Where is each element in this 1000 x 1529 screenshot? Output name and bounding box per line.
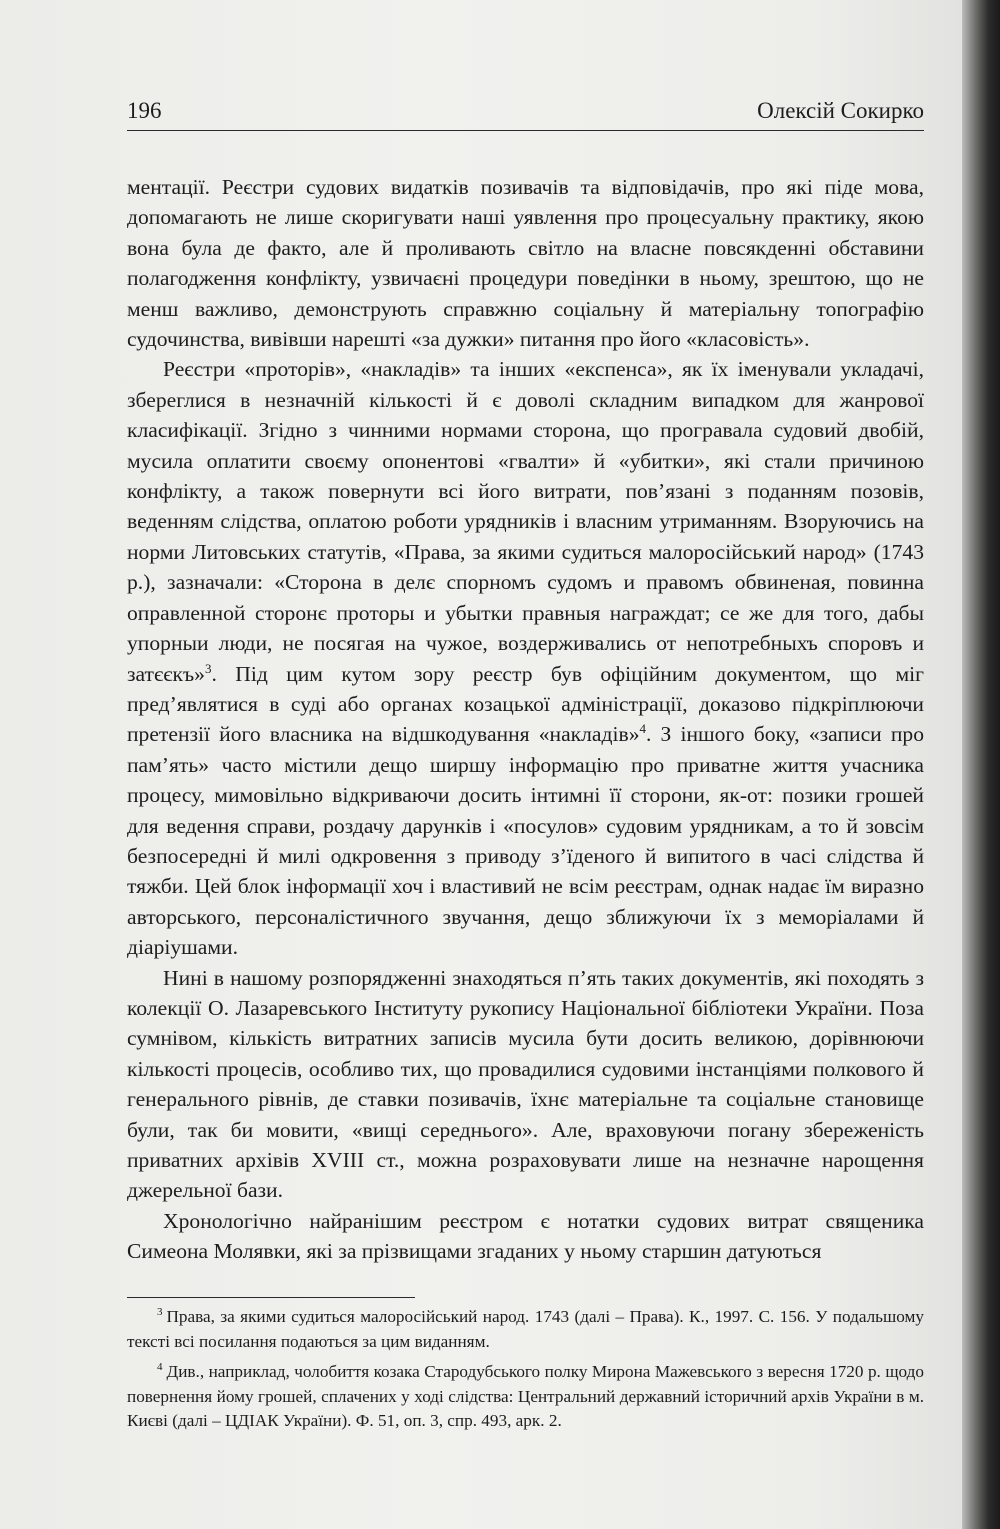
page-number: 196 [127, 98, 162, 123]
paragraph-4: Хронологічно найранішим реєстром є нотатки судових витрат священика Симеона Молявки, які за прізвищами згаданих у ньому старшин датуються [127, 1208, 924, 1264]
footnote-ref-4: 4 [639, 721, 646, 737]
footnote-4-number: 4 [157, 1361, 163, 1374]
book-spine-shadow [962, 0, 1000, 1529]
footnotes [127, 1305, 924, 1440]
footnote-3 [127, 1305, 924, 1354]
paragraph-2-part-b: . Під цим кутом зору реєстр був офіційним документом, що міг пред’являтися в суді або органах козацької адміністрації, доказово підкріплюючи претензії його власника на відшкодування «накладів» [127, 661, 924, 747]
footnote-ref-3: 3 [204, 660, 212, 676]
paragraph-1: ментації. Реєстри судових видатків позивачів та відповідачів, про які піде мова, допомагають не лише скоригувати наші уявлення про процесуальну практику, якою вона була де факто, але й проливають світло на власне повсякденні обставини полагодження конфлікту, узвичаєні процедури поведінки в ньому, зрештою, що не менш важливо, демонструють справжню соціальну й матеріальну топографію судочинства, вивівши нарешті «за дужки» питання про його «класовість». [127, 175, 924, 352]
paragraph-2-part-a: Реєстри «проторів», «накладів» та інших «експенса», як їх іменували укладачі, збереглися в незначній кількості й є доволі складним випадком для жанрової класифікації. Згідно з чинними нормами сторона, що програвала судовий двобій, мусила оплатити своєму опонентові «гвалти» й «убитки», які стали причиною конфлікту, а також повернути всі його витрати, пов’язані з поданням позовів, веденням слідства, оплатою роботи урядників і власним утриманням. Взоруючись на норми Литовських статутів, «Права, за якими судиться малоросійський народ» (1743 р.), зазначали: «Сторона в делє спорномъ судомъ и правомъ обвиненая, повинна оправленной сторонє проторы и убытки правныя награждат; се же для того, дабы упорныи люди, не посягая на чужое, воздерживались от непотребныхъ споровъ и затєєкъ» [127, 357, 924, 686]
paragraph-3: Нині в нашому розпорядженні знаходяться п’ять таких документів, які походять з колекції О. Лазаревського Інституту рукопису Національної бібліотеки України. Поза сумнівом, кількість витратних записів мусила бути досить великою, дорівнюючи кількості процесів, особливо тих, що провадилися судовими інстанціями полкового й генерального рівнів, де ставки позивачів, їхнє матеріальне та соціальне становище були, так би мовити, «вищі середнього». Але, враховуючи погану збереженість приватних архівів XVIII ст., можна розраховувати лише на незначне нарощення джерельної бази. [127, 965, 924, 1203]
footnote-4 [127, 1360, 924, 1434]
footnote-separator [127, 1297, 415, 1298]
main-text [127, 172, 924, 1267]
paragraph-2 [127, 354, 924, 962]
footnote-4-text: Див., наприклад, чолобиття козака Стародубського полку Мирона Мажевського з вересня 1720 р. щодо повернення йому грошей, сплачених у ході слідства: Центральний державний історичний архів України в м. Києві (далі – ЦДІАК України). Ф. 51, оп. 3, спр. 493, арк. 2. [127, 1362, 924, 1430]
running-head-author: Олексій Сокирко [757, 98, 924, 123]
paragraph-2-part-c: . З іншого боку, «записи про пам’ять» часто містили дещо ширшу інформацію про приватне життя учасника процесу, мимовільно відкриваючи досить інтимні її сторони, як-от: позики грошей для ведення справи, роздачу дарунків і «посулов» судовим урядникам, а то й зовсім безпосередні й милі одкровення з приводу з’їденого й випитого в часі слідства й тяжби. Цей блок інформації хоч і властивий не всім реєстрам, однак надає їм виразно авторського, персоналістичного звучання, дещо зближуючи їх з меморіалами й діаріушами. [127, 722, 924, 960]
page-header [127, 96, 924, 131]
footnote-3-text: Права, за якими судиться малоросійський народ. 1743 (далі – Права). К., 1997. С. 156. У подальшому тексті всі посилання подаються за цим виданням. [127, 1307, 924, 1351]
footnote-3-number: 3 [157, 1306, 163, 1319]
